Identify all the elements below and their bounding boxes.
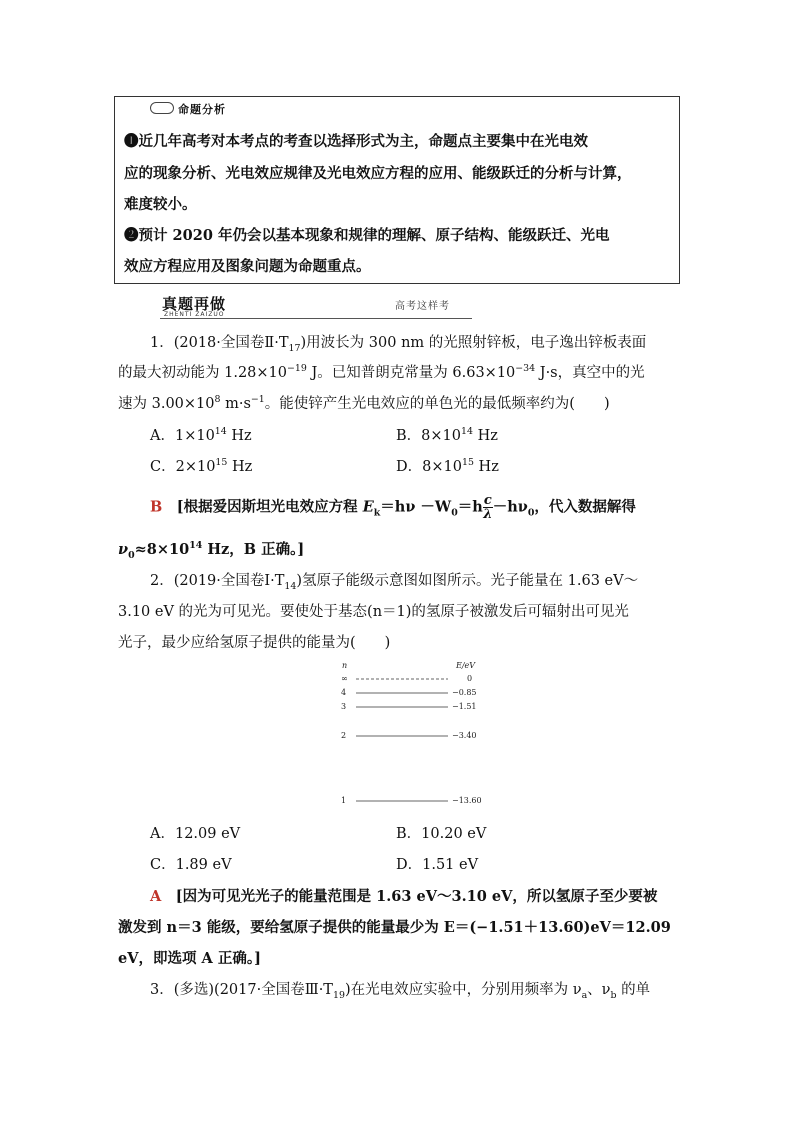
level-e-4: −0.85 [452, 688, 477, 697]
q1-explanation-line-2 [118, 538, 304, 561]
diagram-n-label: n [342, 661, 348, 670]
q1-optC-unit: Hz [227, 459, 253, 475]
q2-explanation-line-1 [150, 885, 657, 906]
q2-option-d[interactable]: D．1.51 eV [396, 857, 479, 873]
analysis-line-5: 效应方程应用及图象问题为命题重点。 [124, 258, 371, 275]
q1-l3a: 速为 3.00×10 [118, 396, 215, 412]
q2-expl1: [因为可见光光子的能量范围是 1.63 eV～3.10 eV，所以氢原子至少要被 [175, 888, 658, 905]
q1-l3sup2: −1 [250, 394, 265, 406]
q3-l1d: 的单 [616, 982, 651, 998]
q2-answer: A [150, 888, 162, 905]
q1-expl2c: Hz，B 正确。] [202, 541, 305, 558]
q2-explanation-line-2: 激发到 n＝3 能级，要给氢原子提供的能量最少为 E＝(−1.51＋13.60)eV＝12.09 [118, 919, 671, 936]
level-n-2: 2 [341, 731, 347, 740]
q2-l1sub: 14 [284, 580, 297, 592]
section-title: 真题再做 [162, 295, 227, 313]
level-n-4: 4 [341, 688, 347, 697]
q1-l3c: 。能使锌产生光电效应的单色光的最低频率约为( ) [264, 396, 610, 412]
q1-fraction [483, 494, 493, 521]
q1-optB-unit: Hz [472, 428, 498, 444]
q1-expl1-0sub: 0 [451, 507, 458, 519]
q1-expl1c: ＝h [457, 498, 483, 516]
q1-expl1-ek: E [362, 498, 374, 516]
q2-line-1 [150, 569, 638, 592]
analysis-line-3: 难度较小。 [124, 196, 197, 213]
level-n-inf: ∞ [341, 674, 348, 683]
q1-optC-text: C．2×10 [150, 459, 216, 475]
q3-line-1 [150, 978, 650, 1001]
q1-expl2sup: 14 [189, 540, 203, 552]
q1-option-c[interactable] [150, 455, 252, 476]
q1-l2b: J。已知普朗克常量为 6.63×10 [306, 365, 516, 381]
q1-optD-unit: Hz [473, 459, 499, 475]
q1-optD-sup: 15 [461, 457, 474, 469]
section-right-label: 高考这样考 [395, 301, 450, 312]
q1-option-a[interactable] [150, 424, 252, 445]
level-e-3: −1.51 [452, 702, 477, 711]
q1-option-b[interactable] [396, 424, 498, 445]
analysis-logo-icon [150, 102, 174, 114]
q2-l1: 2．(2019·全国卷Ⅰ·T [150, 573, 285, 589]
level-e-1: −13.60 [452, 796, 482, 805]
q1-expl2a: ν [118, 541, 129, 558]
q1-optA-sup: 14 [214, 426, 227, 438]
q1-l1b: )用波长为 300 nm 的光照射锌板，电子逸出锌板表面 [300, 335, 647, 351]
q1-l1sub: 17 [288, 342, 301, 354]
q1-expl1-ksub: k [373, 507, 381, 519]
q2-explanation-line-3: eV，即选项 A 正确。] [118, 950, 261, 967]
q1-optC-sup: 15 [215, 457, 228, 469]
q1-line-3 [118, 392, 610, 413]
q1-expl2b: ≈8×10 [134, 541, 190, 558]
q1-l1a: 1．(2018·全国卷Ⅱ·T [150, 335, 289, 351]
q1-optB-text: B．8×10 [396, 428, 461, 444]
q2-line-2: 3.10 eV 的光为可见光。要使处于基态(n＝1)的氢原子被激发后可辐射出可见光 [118, 604, 629, 620]
analysis-line-4: ❷预计 2020 年仍会以基本现象和规律的理解、原子结构、能级跃迁、光电 [124, 227, 610, 244]
q1-l2a: 的最大初动能为 1.28×10 [118, 365, 287, 381]
q1-l2c: J·s，真空中的光 [535, 365, 645, 381]
q1-optA-unit: Hz [226, 428, 252, 444]
q2-option-a[interactable]: A．12.09 eV [150, 826, 241, 842]
q1-option-d[interactable] [396, 455, 499, 476]
q1-expl2-0sub: 0 [128, 549, 135, 561]
q1-l3b: m·s [220, 396, 251, 412]
q2-option-b[interactable]: B．10.20 eV [396, 826, 487, 842]
level-e-2: −3.40 [452, 731, 477, 740]
level-e-inf: 0 [467, 674, 473, 683]
q3-l1c: 、ν [587, 982, 611, 998]
analysis-title [150, 101, 226, 117]
q1-line-2 [118, 361, 645, 382]
q1-expl1e: ，代入数据解得 [534, 498, 636, 516]
q1-optA-text: A．1×10 [150, 428, 215, 444]
q1-l2sup: −19 [287, 363, 307, 375]
q3-l1sub: 19 [332, 989, 345, 1001]
level-n-1: 1 [341, 796, 347, 805]
q1-frac-num: c [483, 493, 492, 508]
q1-expl1d: －hν [492, 498, 528, 516]
analysis-line-1: ❶近几年高考对本考点的考查以选择形式为主，命题点主要集中在光电效 [124, 133, 588, 150]
q1-expl1b: ＝hν －W [380, 498, 452, 516]
analysis-title-text: 命题分析 [178, 103, 226, 116]
q3-l1a: 3．(多选)(2017·全国卷Ⅲ·T [150, 982, 333, 998]
q2-option-c[interactable]: C．1.89 eV [150, 857, 232, 873]
q1-answer: B [150, 498, 163, 516]
section-divider [160, 318, 472, 319]
q3-l1b: )在光电效应实验中，分别用频率为 ν [344, 982, 582, 998]
q1-expl1-0sub2: 0 [527, 507, 535, 519]
section-subtitle: ZHENTI ZAIZUO [164, 311, 225, 318]
diagram-e-label: E/eV [456, 661, 476, 670]
analysis-line-2: 应的现象分析、光电效应规律及光电效应方程的应用、能级跃迁的分析与计算， [124, 165, 632, 182]
energy-level-diagram [330, 658, 510, 808]
q1-l2sup2: −34 [515, 363, 536, 375]
q1-line-1 [150, 331, 646, 354]
q1-frac-den: λ [483, 507, 493, 522]
q1-l3sup: 8 [214, 394, 221, 406]
q3-l1sub3: b [610, 989, 617, 1001]
level-n-3: 3 [341, 702, 347, 711]
q1-expl1a: [根据爱因斯坦光电效应方程 [176, 498, 363, 516]
q2-line-3: 光子，最少应给氢原子提供的能量为( ) [118, 635, 391, 651]
q1-optD-text: D．8×10 [396, 459, 462, 475]
q1-explanation-line-1 [150, 494, 636, 521]
q1-optB-sup: 14 [460, 426, 473, 438]
q2-l1b: )氢原子能级示意图如图所示。光子能量在 1.63 eV～ [296, 573, 639, 589]
q3-l1sub2: a [581, 989, 588, 1001]
